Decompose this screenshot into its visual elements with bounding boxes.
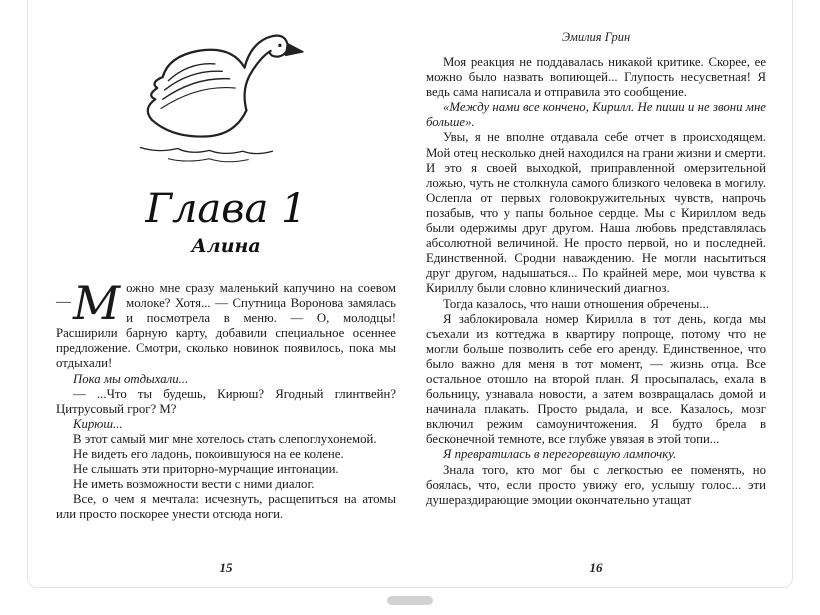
page-right (426, 0, 766, 584)
paragraph: Моя реакция не поддавалась никакой критике. Скорее, ее можно было назвать вопиющей... Глупость несусветная! Я ведь сама написала и отправила это сообщение. (426, 55, 766, 100)
chapter-title: Глава 1 (145, 186, 307, 232)
left-paragraph-list (56, 372, 396, 523)
swan-illustration (110, 10, 342, 173)
page-number-right: 16 (589, 560, 603, 575)
paragraph: Не иметь возможности вести с ними диалог. (73, 477, 315, 492)
paragraph: — ...Что ты будешь, Кирюш? Ягодный глинтвейн? Цитрусовый грог? М? (56, 386, 396, 416)
paragraph: «Между нами все кончено, Кирилл. Не пиши и не звони мне больше». (426, 100, 766, 130)
paragraph: Я заблокировала номер Кирилла в тот день, когда мы съехали из коттеджа в квартиру попроще, потому что не могли больше позволить себе его аренду. Единственное, что было важно для меня в тот момент, — жизнь отца. Все остальное отошло на второй план. Я просыпалась, ехала в больницу, узнавала новости, а затем возвращалась домой и начинала плакать. Просто рыдала, и все. Казалось, мозг включил режим самоуничтожения. Я будто брела в бесконечной темноте, все глубже увязая в этой топи... (426, 311, 766, 447)
left-page-text (56, 276, 396, 523)
paragraph: Тогда казалось, что наши отношения обречены... (443, 296, 709, 311)
drop-cap (56, 276, 121, 330)
paragraph: Кирюш... (73, 416, 123, 431)
paragraph: Все, о чем я мечтала: исчезнуть, расщепиться на атомы или просто поскорее унести отсюда ноги. (56, 492, 396, 522)
dialogue-dash: — (56, 294, 71, 311)
paragraph: Я превратилась в перегоревшую лампочку. (443, 447, 677, 462)
paragraph: Увы, я не вполне отдавала себе отчет в происходящем. Мой отец несколько дней находился на грани жизни и смерти. И это я своей выходкой, приправленной омерзительной ложью, чуть не столкнула самого близкого человека в могилу. Ослепла от первых головокружительных чувств, напрочь позабыв, что у папы больное сердце. Мы с Кириллом ведь были одержимы друг другом. Наша любовь представлялась абсолютной величиной. Не просто первой, но и последней. Единственной. Сродни наваждению. Не могли насытиться друг другом, надышаться... По крайней мере, мои чувства к Кириллу были словно клинический диагноз. (426, 130, 766, 296)
chapter-subtitle: Алина (191, 235, 261, 257)
paragraph: Не видеть его ладонь, покоившуюся на ее колене. (73, 447, 344, 462)
opening-paragraph (56, 276, 396, 372)
page-number-left: 15 (219, 560, 233, 575)
paragraph: Не слышать эти приторно-мурчащие интонации. (73, 462, 339, 477)
running-header-author: Эмилия Грин (561, 30, 631, 44)
right-paragraph-list (426, 55, 766, 508)
swan-icon (110, 10, 342, 168)
scroll-handle[interactable] (387, 596, 433, 605)
right-page-text (426, 55, 766, 508)
paragraph: Знала того, кто мог бы с легкостью ее поменять, но боялась, что, если просто увижу его, услышу голос... эти душераздирающие эмоции окончательно утащат (426, 462, 766, 507)
book-spread (27, 0, 793, 588)
opening-paragraph-text: ожно мне сразу маленький капучино на соевом молоке? Хотя... — Спутница Воронова замялась и посмотрела в меню. — О, молодцы! Расширили барную карту, добавили специальное осеннее предложение. Смотри, сколько новинок появилось, пока мы отдыхали! (56, 281, 396, 371)
paragraph: Пока мы отдыхали... (73, 371, 189, 386)
page-left (56, 0, 396, 584)
drop-cap-letter: М (73, 276, 121, 330)
paragraph: В этот самый миг мне хотелось стать слепоглухонемой. (73, 431, 377, 446)
